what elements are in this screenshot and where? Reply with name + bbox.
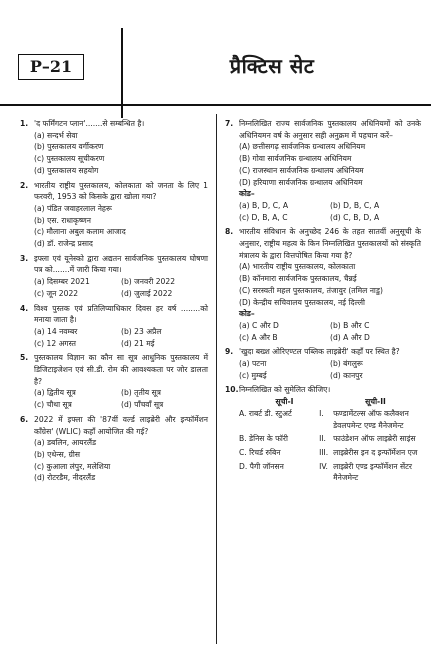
option: (b) जनवरी 2022 xyxy=(121,277,176,287)
option: (c) कुआला लंपुर, मलेशिया xyxy=(34,461,111,471)
option: (a) सन्दर्भ सेवा xyxy=(34,130,78,140)
question xyxy=(225,118,421,223)
code-label: कोड– xyxy=(239,189,255,199)
option: (d) कानपुर xyxy=(330,370,363,380)
match-table-header xyxy=(225,396,421,408)
header-horizontal-rule xyxy=(0,104,431,106)
question-text: 5. पुस्तकालय विज्ञान का कौन सा सूत्र आधुनिक पुस्तकालय में डिजिटाइजेशन एवं सी.डी. रोम की आवश्यकता पर जोर डालता है? xyxy=(20,353,208,386)
option: (a) पंडित जवाहरलाल नेहरू xyxy=(34,203,112,213)
match-right-number: II. xyxy=(319,434,326,444)
question xyxy=(20,253,208,300)
match-left-item: B. डेनिस के फॉरी xyxy=(239,434,288,444)
option: (b) B और C xyxy=(330,320,370,330)
question-number: 7. xyxy=(225,119,234,128)
page-code-badge: P–21 xyxy=(18,54,84,80)
match-right-number: I. xyxy=(319,408,324,418)
option: (c) मुम्बई xyxy=(239,370,267,380)
match-left-item: C. रिचर्ड रुबिन xyxy=(239,447,281,457)
question xyxy=(20,303,208,350)
option-row xyxy=(20,276,208,288)
question xyxy=(20,180,208,250)
question xyxy=(225,346,421,381)
match-column-header: सूची-II xyxy=(365,397,386,407)
option: (D) केन्द्रीय सचिवालय पुस्तकालय, नई दिल्ली xyxy=(239,297,365,307)
option: (b) एस. राधाकृष्णन xyxy=(34,215,92,225)
option: (c) 12 अगस्त xyxy=(34,338,76,348)
option: (d) रोटरडैम, नीदरलैंड xyxy=(34,473,96,483)
question xyxy=(20,118,208,177)
left-column xyxy=(20,118,208,487)
question-number: 3. xyxy=(20,253,29,263)
option: (d) पुस्तकालय सहयोग xyxy=(34,165,99,175)
page-title: प्रैक्टिस सेट xyxy=(229,54,315,78)
code-label: कोड– xyxy=(239,309,255,319)
option-row xyxy=(20,387,208,399)
option: (B) कॉनमारा सार्वजनिक पुस्तकालय, चैन्नई xyxy=(239,274,357,284)
match-right-item xyxy=(319,447,421,459)
option-row xyxy=(225,320,421,332)
question xyxy=(225,226,421,343)
option: (d) जुलाई 2022 xyxy=(121,288,173,298)
question-number: 4. xyxy=(20,303,29,313)
question-text: 4. विश्व पुस्तक एवं प्रतिलिप्याधिकार दिवस हर वर्ष ........को मनाया जाता है। xyxy=(20,303,208,325)
option: (a) 14 नवम्बर xyxy=(34,326,78,336)
question-text: 6. 2022 में इफ्ला की '87वीं वर्ल्ड लाइब्रेरी और इन्फॉर्मेशन काँग्रेस' (WLIC) कहाँ आयोजित की गई? xyxy=(20,414,208,436)
option: (a) पटना xyxy=(239,359,267,369)
question-number: 1. xyxy=(20,119,29,128)
option: (c) चौथा सूत्र xyxy=(34,400,72,410)
question xyxy=(20,414,208,484)
match-right-item xyxy=(319,433,421,445)
option: (b) पुस्तकालय वर्गीकरण xyxy=(34,142,104,152)
option-row xyxy=(225,332,421,344)
option: (B) गोवा सार्वजनिक ग्रन्थालय अधिनियम xyxy=(239,154,352,164)
option-row xyxy=(225,358,421,370)
option: (d) 21 मई xyxy=(121,338,155,348)
column-divider xyxy=(216,114,217,644)
match-row xyxy=(225,447,421,459)
option: (A) भारतीय राष्ट्रीय पुस्तकालय, कोलकाता xyxy=(239,262,356,272)
question-number: 9. xyxy=(225,347,234,357)
question-number: 5. xyxy=(20,353,29,363)
match-right-item xyxy=(319,461,421,484)
question-number: 6. xyxy=(20,414,29,424)
option: (d) A और D xyxy=(330,332,370,342)
option-row xyxy=(225,212,421,224)
option: (c) पुस्तकालय सूचीकरण xyxy=(34,154,105,164)
option: (b) D, B, C, A xyxy=(330,200,380,210)
option-row xyxy=(225,200,421,212)
option: (a) दिसम्बर 2021 xyxy=(34,277,90,287)
match-right-text: लाइब्रेरी एण्ड इन्फॉर्मेशन सेंटर मैनेजमेन्ट xyxy=(333,461,413,483)
question xyxy=(20,352,208,411)
question-number: 2. xyxy=(20,180,29,190)
option-row xyxy=(225,370,421,382)
option: (c) जून 2022 xyxy=(34,288,79,298)
right-column xyxy=(225,118,421,487)
option: (b) 23 अप्रैल xyxy=(121,326,162,336)
question-text: 3. इफ्ला एवं यूनेस्को द्वारा अद्यतन सार्वजनिक पुस्तकालय घोषणा पत्र को.......में जारी किया गया। xyxy=(20,253,208,275)
option: (C) राजस्थान सार्वजनिक ग्रन्थालय अधिनियम xyxy=(239,165,364,175)
option: (d) C, B, D, A xyxy=(330,212,380,222)
match-right-text: फाउंडेशन ऑफ लाइब्रेरी साइंस xyxy=(333,434,416,444)
option: (d) पाँचवाँ सूत्र xyxy=(121,400,164,410)
question-number: 10. xyxy=(225,385,239,395)
match-right-text: लाइब्रेरीस इन द इन्फॉर्मेशन एज xyxy=(333,447,418,457)
question-text: 2. भारतीय राष्ट्रीय पुस्तकालय, कोलकाता को जनता के लिए 1 फरवरी, 1953 को किसके द्वारा खोला गया? xyxy=(20,180,208,202)
option: (d) डॉ. राजेन्द्र प्रसाद xyxy=(34,239,93,249)
option: (c) D, B, A, C xyxy=(239,212,288,222)
option-row xyxy=(20,288,208,300)
option: (D) हरियाणा सार्वजनिक ग्रन्थालय अधिनियम xyxy=(239,177,363,187)
option: (b) तृतीय सूत्र xyxy=(121,388,161,398)
option-row xyxy=(20,326,208,338)
match-left-item: D. पैगी जॉनसन xyxy=(239,461,284,471)
option: (a) डबलिन, आयरलैंड xyxy=(34,438,97,448)
match-right-text: फण्डामेंटल्स ऑफ कलैक्शन डेवलपमेन्ट एण्ड मैनेजमेन्ट xyxy=(333,408,409,430)
match-right-number: III. xyxy=(319,447,329,457)
option: (c) A और B xyxy=(239,332,278,342)
option: (a) C और D xyxy=(239,320,279,330)
option: (C) सरस्वती महल पुस्तकालय, तंजावुर (तमिल नाडु) xyxy=(239,285,383,295)
match-row xyxy=(225,433,421,445)
option: (a) द्वितीय सूत्र xyxy=(34,388,76,398)
question-text: 8. भारतीय संविधान के अनुच्छेद 246 के तहत सातवीं अनुसूची के अनुसार, राष्ट्रीय महत्व के किन निम्नलिखित पुस्तकालयों को संस्कृति मंत्रालय के द्वारा वित्तपोषित किया गया है? xyxy=(225,227,421,260)
option-row xyxy=(20,338,208,350)
match-right-number: IV. xyxy=(319,461,328,471)
question-number: 8. xyxy=(225,227,234,237)
match-left-item: A. राबर्ट डी. स्टुअर्ट xyxy=(239,408,292,418)
match-right-item xyxy=(319,408,421,431)
option: (c) मौलाना अबुल कलाम आजाद xyxy=(34,227,126,237)
question xyxy=(225,384,421,484)
question-text: 9. 'खुदा बख्श ओरिएण्टल पब्लिक लाइब्रेरी' कहाँ पर स्थित है? xyxy=(225,347,400,357)
match-column-header: सूची-I xyxy=(275,397,294,407)
question-text: 10. निम्नलिखित को सुमेलित कीजिए। xyxy=(225,385,331,395)
question-text: 1. 'द फर्मिंगटन प्लान'.......से सम्बन्धित है। xyxy=(20,119,145,128)
match-row xyxy=(225,461,421,484)
option: (b) बंगलुरू xyxy=(330,359,363,369)
option-row xyxy=(20,399,208,411)
option: (b) एथेन्स, ग्रीस xyxy=(34,449,80,459)
question-text: 7. निम्नलिखित राज्य सार्वजनिक पुस्तकालय अधिनियमों को उनके अधिनियमन वर्ष के अनुसार सही अनुक्रम में पहचान करें– xyxy=(225,119,421,140)
match-row xyxy=(225,408,421,431)
option: (A) छत्तीसगढ़ सार्वजनिक ग्रन्थालय अधिनियम xyxy=(239,142,366,152)
option: (a) B, D, C, A xyxy=(239,200,289,210)
